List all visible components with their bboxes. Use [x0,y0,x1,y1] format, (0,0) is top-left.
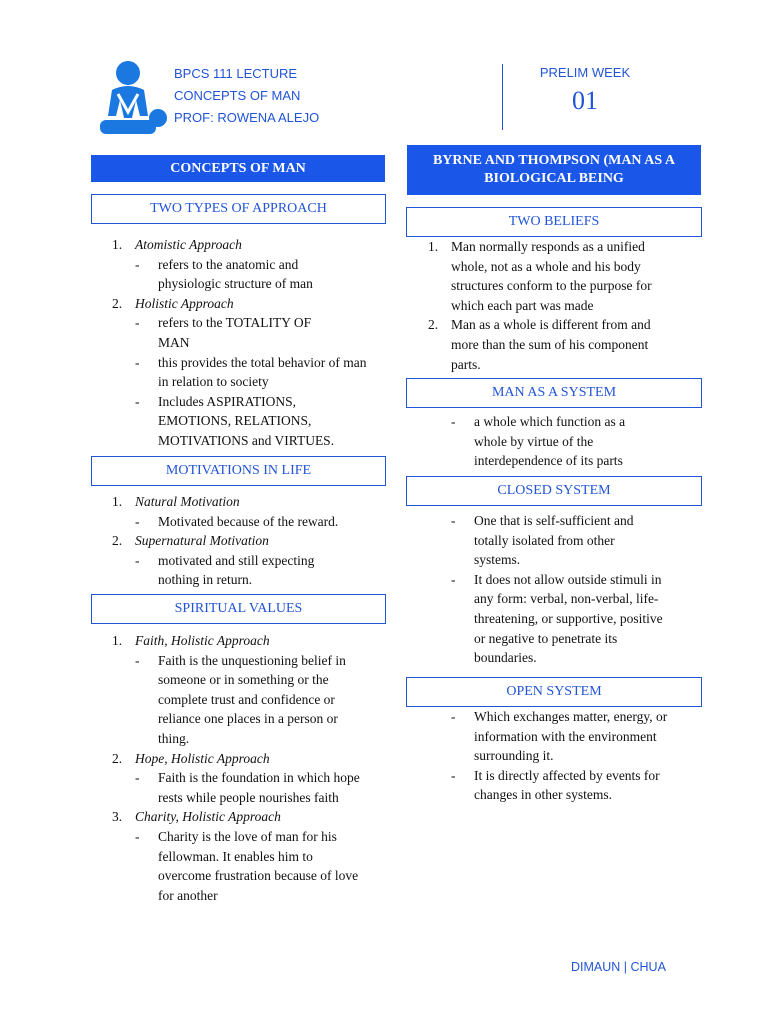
approach-list [112,235,372,451]
open-system-heading: OPEN SYSTEM [406,677,702,707]
list-item: 1. Faith, Holistic Approach [112,633,270,648]
system-list [428,412,688,471]
bullet-item: - motivated and still expecting nothing in return. [135,552,315,588]
professor-name: PROF: ROWENA ALEJO [174,110,320,125]
motivations-list [112,492,372,590]
bullet-item: - Includes ASPIRATIONS, EMOTIONS, RELATIONS, MOTIVATIONS and VIRTUES. [135,393,335,448]
motivations-heading: MOTIVATIONS IN LIFE [91,456,386,486]
bullet-item: - a whole which function as a whole by virtue of the interdependence of its parts [451,414,626,469]
list-item: 2. Holistic Approach [112,295,234,311]
bullet-item: - One that is self-sufficient and totally isolated from other systems. [451,513,634,568]
two-types-approach-heading: TWO TYPES OF APPROACH [91,194,386,224]
closed-system-list [428,511,688,668]
concepts-of-man-title: CONCEPTS OF MAN [91,155,385,182]
prelim-week-label: PRELIM WEEK [539,65,631,80]
byrne-thompson-title: BYRNE AND THOMPSON (MAN AS A BIOLOGICAL BEING [407,145,701,195]
header-info [174,63,319,129]
two-beliefs-heading: TWO BELIEFS [406,207,702,237]
spiritual-values-heading: SPIRITUAL VALUES [91,594,386,624]
header-divider [502,64,503,130]
bullet-item: - Faith is the foundation in which hope rests while people nourishes faith [135,770,360,805]
footer-authors: DIMAUN | CHUA [571,960,666,974]
list-item: 1. Man normally responds as a unified whole, not as a whole and his body structures conform to the purpose for which each part was made [428,239,652,313]
list-item: 2. Supernatural Motivation [112,533,269,549]
beliefs-list [428,237,688,374]
course-code: BPCS 111 LECTURE [174,66,298,81]
lecture-topic: CONCEPTS OF MAN [174,88,301,103]
week-number: 01 [572,86,598,115]
bullet-item: - this provides the total behavior of man in relation to society [135,354,367,390]
list-item: 1. Natural Motivation [112,494,240,509]
closed-system-heading: CLOSED SYSTEM [406,476,702,506]
list-item: 1. Atomistic Approach [112,237,242,252]
cpr-person-icon [98,56,172,138]
bullet-item: - refers to the TOTALITY OF MAN [135,315,312,350]
bullet-item: - Faith is the unquestioning belief in someone or in something or the complete trust and confidence or reliance one places in a person or thing. [135,652,346,746]
list-item: 2. Hope, Holistic Approach [112,750,270,766]
open-system-list [428,707,688,805]
man-as-system-heading: MAN AS A SYSTEM [406,378,702,408]
bullet-item: - Motivated because of the reward. [135,513,339,529]
bullet-item: - Which exchanges matter, energy, or information with the environment surrounding it. [451,709,668,764]
bullet-item: - Charity is the love of man for his fellowman. It enables him to overcome frustration because of love for another [135,828,359,903]
spiritual-list [112,631,372,905]
list-item: 2. Man as a whole is different from and more than the sum of his component parts. [428,317,651,372]
bullet-item: - It is directly affected by events for changes in other systems. [451,767,660,803]
list-item: 3. Charity, Holistic Approach [112,809,281,825]
bullet-item: - It does not allow outside stimuli in any form: verbal, non-verbal, life-threatening, or supportive, positive or negative to penetrate its boundaries. [451,571,663,666]
bullet-item: - refers to the anatomic and physiologic structure of man [135,256,313,292]
